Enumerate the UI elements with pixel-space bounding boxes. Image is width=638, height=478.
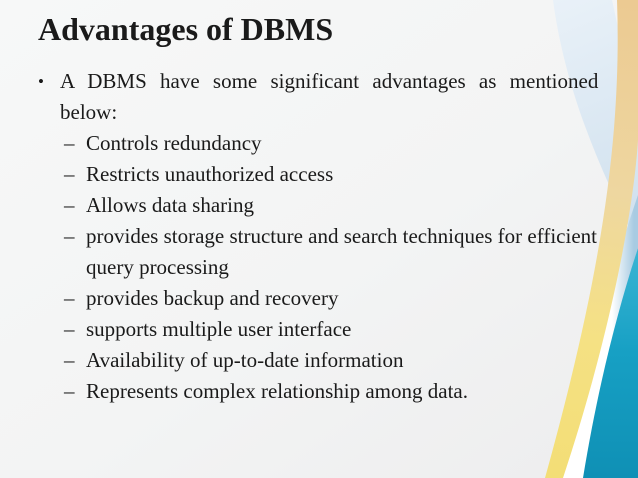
- sub-bullet-marker: –: [64, 193, 75, 218]
- sub-bullet-item: [64, 376, 604, 407]
- sub-bullet-text: supports multiple user interface: [86, 317, 352, 342]
- sub-bullet-item: [64, 314, 604, 345]
- sub-bullet-text: Controls redundancy: [86, 131, 262, 156]
- sub-bullet-marker: –: [64, 379, 75, 404]
- sub-bullet-item: [64, 190, 604, 221]
- sub-bullet-marker: –: [64, 131, 75, 156]
- bullet-text: [60, 66, 604, 128]
- slide-content: [38, 10, 604, 407]
- sub-bullet-item: [64, 128, 604, 159]
- bullet-line-1: A DBMS have some significant advantages as mentioned: [60, 69, 599, 94]
- bullet-item: [38, 66, 604, 128]
- sub-bullet-text: Represents complex relationship among data.: [86, 379, 468, 404]
- bullet-marker: •: [38, 72, 44, 92]
- sub-bullet-marker: –: [64, 317, 75, 342]
- sub-bullet-item: [64, 159, 604, 190]
- sub-bullet-text: Restricts unauthorized access: [86, 162, 334, 187]
- sub-bullet-text: provides backup and recovery: [86, 286, 339, 311]
- bullet-line-2: below:: [60, 100, 118, 125]
- sub-bullet-text: Availability of up-to-date information: [86, 348, 404, 373]
- sub-bullet-marker: –: [64, 348, 75, 373]
- sub-bullet-text: Allows data sharing: [86, 193, 254, 218]
- sub-bullet-marker: –: [64, 224, 75, 249]
- slide-title: Advantages of DBMS: [38, 11, 334, 47]
- sub-bullet-item: [64, 221, 604, 283]
- sub-bullet-text: provides storage structure and search techniques for efficient query processing: [86, 224, 597, 280]
- sub-bullet-list: [38, 128, 604, 407]
- sub-bullet-item: [64, 345, 604, 376]
- sub-bullet-marker: –: [64, 286, 75, 311]
- sub-bullet-marker: –: [64, 162, 75, 187]
- sub-bullet-item: [64, 283, 604, 314]
